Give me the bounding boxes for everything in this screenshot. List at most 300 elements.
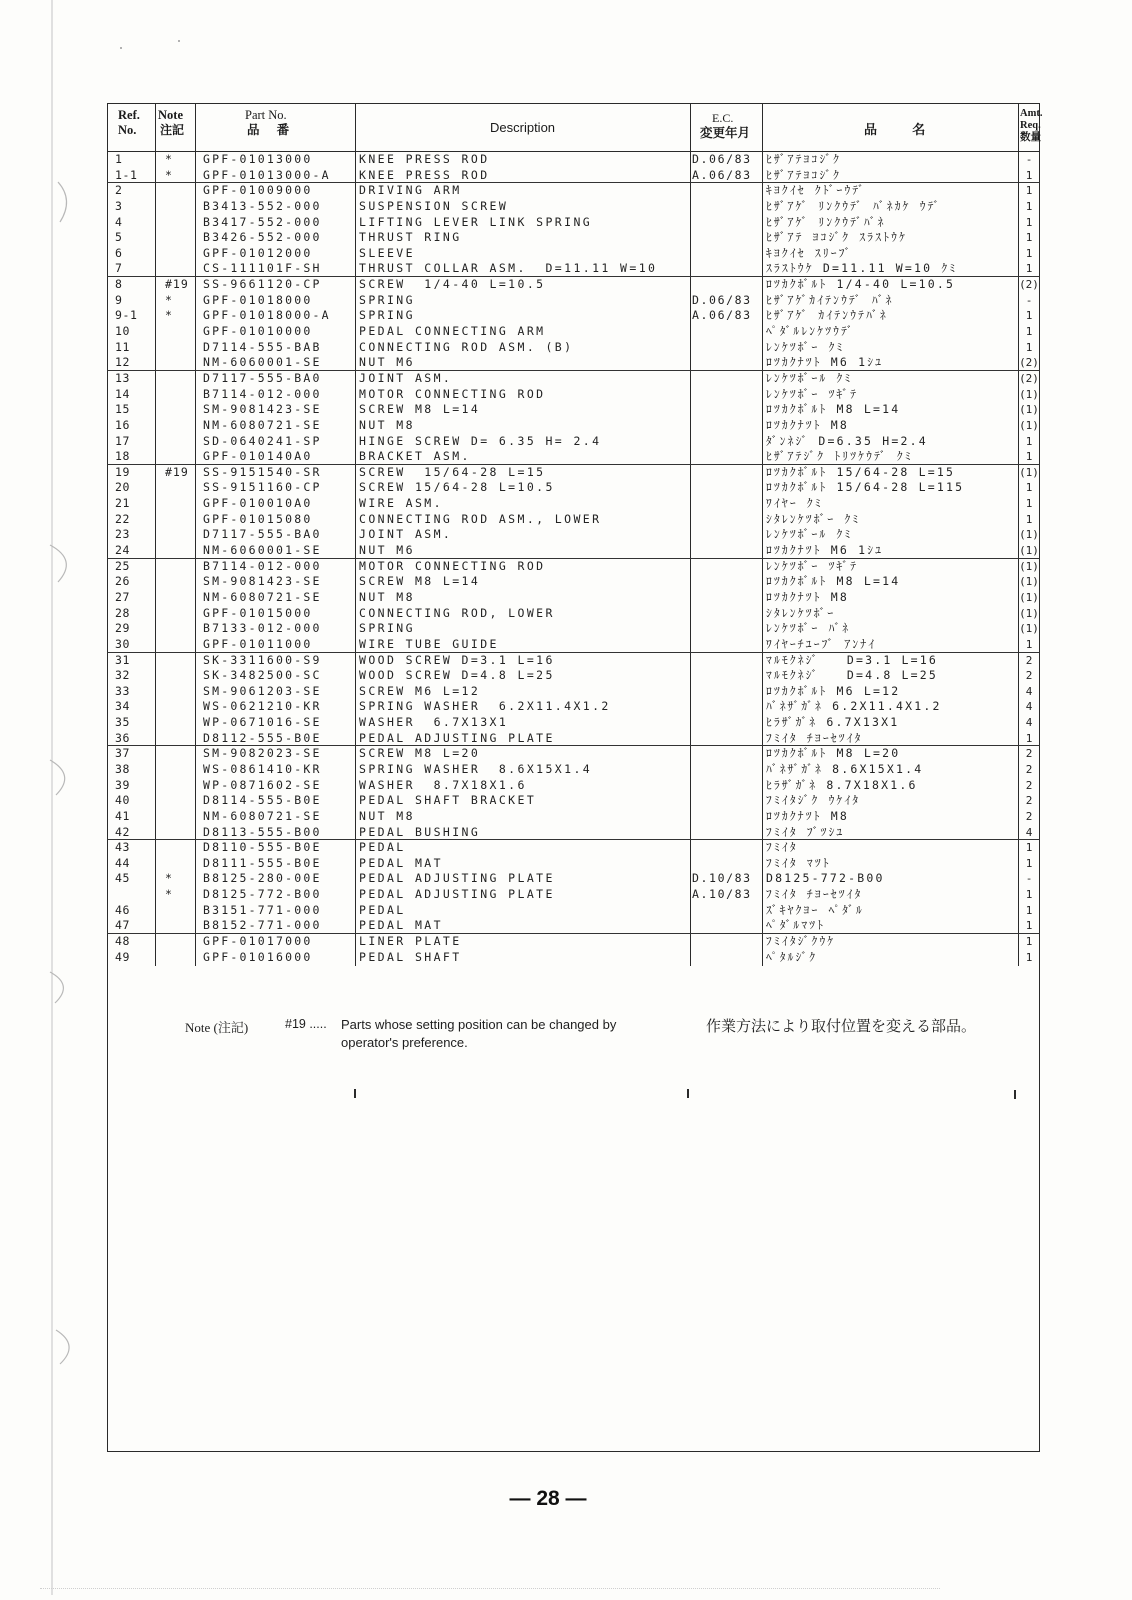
description-cell: PEDAL ADJUSTING PLATE — [359, 871, 555, 886]
note-cell — [165, 418, 199, 433]
table-row — [107, 340, 1040, 356]
japanese-name-cell: ﾛﾂｶｸﾎﾞﾙﾄ M8 L=14 — [766, 402, 901, 417]
note-cell — [165, 840, 199, 855]
description-cell: NUT M8 — [359, 417, 415, 432]
japanese-name-cell: ﾛﾂｶｸﾎﾞﾙﾄ 1/4-40 L=10.5 — [766, 277, 956, 292]
part-no-cell: B3413-552-000 — [203, 198, 322, 213]
amount-cell: 1 — [1025, 246, 1033, 260]
amount-cell: (1) — [1019, 387, 1039, 401]
note-cell: #19 — [165, 464, 189, 479]
binding-hole-mark — [58, 182, 67, 222]
note-cell — [165, 574, 199, 589]
part-no-cell: D7117-555-BA0 — [203, 370, 322, 385]
note-cell — [165, 934, 199, 949]
part-no-cell: SD-0640241-SP — [203, 433, 322, 448]
table-row — [107, 746, 1040, 762]
footnote-text-line2: operator's preference. — [341, 1035, 468, 1050]
japanese-name-cell: ﾚﾝｹﾂﾎﾞｰ ｸﾐ — [766, 339, 845, 354]
amount-cell: (1) — [1019, 559, 1039, 573]
part-no-cell: SM-9081423-SE — [203, 402, 322, 417]
japanese-name-cell: ﾚﾝｹﾂﾎﾞｰ ﾂｷﾞﾃ — [766, 386, 859, 401]
ec-date-cell — [692, 215, 766, 230]
table-row — [107, 653, 1040, 669]
amount-cell: 2 — [1025, 794, 1033, 808]
part-no-cell: NM-6060001-SE — [203, 543, 322, 558]
part-no-cell: D8114-555-B0E — [203, 793, 322, 808]
part-no-cell: GPF-01011000 — [203, 636, 313, 651]
ec-date-cell — [692, 684, 766, 699]
ec-date-cell — [692, 324, 766, 339]
part-no-cell: D7114-555-BAB — [203, 339, 322, 354]
amount-cell: 1 — [1025, 450, 1033, 464]
ref-no-cell: 33 — [115, 683, 131, 698]
part-no-cell: D8112-555-B0E — [203, 730, 322, 745]
amount-cell: 2 — [1025, 669, 1033, 683]
ref-no-cell: 16 — [115, 417, 131, 432]
amount-cell: 1 — [1025, 903, 1033, 917]
ref-no-cell: 31 — [115, 652, 131, 667]
ref-no-cell: 20 — [115, 480, 131, 495]
table-row — [107, 621, 1040, 637]
footnote-text-line1: Parts whose setting position can be changed by — [341, 1017, 617, 1032]
description-cell: SCREW 1/4-40 L=10.5 — [359, 277, 546, 292]
table-row — [107, 199, 1040, 215]
ref-no-cell: 25 — [115, 558, 131, 573]
ec-date-cell — [692, 653, 766, 668]
part-no-cell: D8113-555-B00 — [203, 824, 322, 839]
ec-date-cell — [692, 512, 766, 527]
ref-no-cell: 40 — [115, 793, 131, 808]
ref-no-cell: 3 — [115, 198, 123, 213]
table-row — [107, 871, 1040, 887]
table-row — [107, 574, 1040, 590]
note-cell — [165, 637, 199, 652]
description-cell: SCREW M8 L=14 — [359, 402, 481, 417]
part-no-cell: B7114-012-000 — [203, 558, 322, 573]
ec-date-cell — [692, 527, 766, 542]
table-row — [107, 809, 1040, 825]
table-row — [107, 480, 1040, 496]
part-no-cell: WP-0671016-SE — [203, 715, 322, 730]
note-cell — [165, 371, 199, 386]
description-cell: PEDAL — [359, 840, 406, 855]
description-cell: CONNECTING ROD ASM., LOWER — [359, 511, 602, 526]
ref-no-cell: 18 — [115, 449, 131, 464]
japanese-name-cell: ﾋﾗｻﾞｶﾞﾈ 6.7X13X1 — [766, 715, 900, 730]
ec-date-cell — [692, 261, 766, 276]
note-cell: * — [165, 308, 173, 323]
ec-date-cell — [692, 449, 766, 464]
note-cell: * — [165, 152, 173, 166]
ref-no-cell: 9 — [115, 292, 123, 307]
ref-no-cell: 36 — [115, 730, 131, 745]
part-no-cell: D8111-555-B0E — [203, 855, 322, 870]
header-qty-ja-label: 数量 — [1020, 132, 1041, 143]
amount-cell: 1 — [1025, 199, 1033, 213]
japanese-name-cell: ｷﾖｸｲｾ ｸﾄﾞｰｳﾃﾞ — [766, 183, 867, 198]
part-no-cell: B3426-552-000 — [203, 230, 322, 245]
ec-date-cell — [692, 950, 766, 965]
description-cell: SLEEVE — [359, 245, 415, 260]
amount-cell: 1 — [1025, 841, 1033, 855]
japanese-name-cell: ﾋｻﾞｱｹﾞ ﾘﾝｸｳﾃﾞﾊﾞﾈ — [766, 214, 886, 229]
header-amt-label: Amt. — [1020, 108, 1043, 119]
amount-cell: 1 — [1025, 935, 1033, 949]
ec-date-cell — [692, 918, 766, 933]
footnote-marker: #19 ..... — [285, 1017, 327, 1031]
japanese-name-cell: ﾋﾗｻﾞｶﾞﾈ 8.7X18X1.6 — [766, 777, 918, 792]
ec-date-cell — [692, 480, 766, 495]
ref-no-cell: 10 — [115, 324, 131, 339]
header-note-ja-label: 注記 — [160, 123, 185, 137]
description-cell: HINGE SCREW D= 6.35 H= 2.4 — [359, 433, 602, 448]
japanese-name-cell: D8125-772-B00 — [766, 871, 885, 886]
part-no-cell: GPF-01015080 — [203, 511, 313, 526]
description-cell: SPRING — [359, 621, 415, 636]
amount-cell: (2) — [1019, 371, 1039, 385]
japanese-name-cell: ﾌﾐｲﾀｼﾞｸ ｳｹｲﾀ — [766, 793, 861, 808]
ec-date-cell — [692, 746, 766, 761]
amount-cell: 1 — [1025, 950, 1033, 964]
ref-no-cell: 5 — [115, 230, 123, 245]
description-cell: PEDAL BUSHING — [359, 824, 481, 839]
part-no-cell: GPF-01016000 — [203, 949, 313, 964]
description-cell: WOOD SCREW D=4.8 L=25 — [359, 668, 555, 683]
description-cell: JOINT ASM. — [359, 527, 453, 542]
note-cell — [165, 559, 199, 574]
table-row — [107, 261, 1040, 277]
japanese-name-cell: ﾋｻﾞｱｹﾞｶｲﾃﾝｳﾃﾞ ﾊﾞﾈ — [766, 292, 894, 307]
header-name-ja-label: 品 名 — [864, 122, 926, 137]
japanese-name-cell: ﾏﾙﾓｸﾈｼﾞ D=3.1 L=16 — [766, 652, 939, 667]
ref-no-cell: 48 — [115, 934, 131, 949]
japanese-name-cell: ﾋｻﾞｱﾃｼﾞｸ ﾄﾘﾂｹｳﾃﾞ ｸﾐ — [766, 449, 913, 464]
ec-date-cell: A.10/83 — [692, 887, 752, 902]
ref-no-cell: 30 — [115, 636, 131, 651]
part-no-cell: GPF-010010A0 — [203, 496, 313, 511]
note-cell — [165, 621, 199, 636]
note-cell — [165, 261, 199, 276]
amount-cell: 1 — [1025, 262, 1033, 276]
japanese-name-cell: ﾌﾐｲﾀｼﾞｸｳｹ — [766, 934, 836, 949]
note-cell — [165, 590, 199, 605]
table-row — [107, 856, 1040, 872]
note-cell — [165, 809, 199, 824]
scan-tick-mark — [687, 1089, 689, 1098]
amount-cell: 1 — [1025, 856, 1033, 870]
description-cell: SPRING WASHER 6.2X11.4X1.2 — [359, 699, 611, 714]
note-cell — [165, 496, 199, 511]
japanese-name-cell: ｽﾗｽﾄｳｹ D=11.11 W=10 ｸﾐ — [766, 261, 958, 276]
ec-date-cell — [692, 371, 766, 386]
amount-cell: 1 — [1025, 231, 1033, 245]
note-cell — [165, 731, 199, 746]
ref-no-cell: 47 — [115, 918, 131, 933]
ec-date-cell — [692, 668, 766, 683]
note-cell — [165, 653, 199, 668]
ref-no-cell: 1 — [115, 152, 123, 166]
ref-no-cell: 41 — [115, 808, 131, 823]
description-cell: NUT M8 — [359, 589, 415, 604]
ref-no-cell: 1-1 — [115, 167, 138, 182]
ec-date-cell — [692, 434, 766, 449]
ec-date-cell — [692, 621, 766, 636]
japanese-name-cell: ﾊﾞﾈｻﾞｶﾞﾈ 8.6X15X1.4 — [766, 761, 924, 776]
japanese-name-cell: ﾌﾐｲﾀ ﾁﾖｰｾﾂｲﾀ — [766, 730, 863, 745]
table-row — [107, 308, 1040, 324]
description-cell: SCREW M8 L=20 — [359, 746, 481, 761]
table-row — [107, 418, 1040, 434]
description-cell: PEDAL — [359, 902, 406, 917]
ec-date-cell: D.06/83 — [692, 292, 752, 307]
japanese-name-cell: ﾛﾂｶｸﾎﾞﾙﾄ 15/64-28 L=115 — [766, 480, 965, 495]
japanese-name-cell: ﾋｻﾞｱﾃﾖｺｼﾞｸ — [766, 167, 842, 182]
part-no-cell: GPF-01018000-A — [203, 308, 331, 323]
amount-cell: (1) — [1019, 528, 1039, 542]
japanese-name-cell: ﾜｲﾔｰ ｸﾐ — [766, 496, 823, 511]
ref-no-cell: 17 — [115, 433, 131, 448]
table-row — [107, 637, 1040, 653]
japanese-name-cell: ﾊﾞﾈｻﾞｶﾞﾈ 6.2X11.4X1.2 — [766, 699, 942, 714]
japanese-name-cell: ﾀﾞﾝﾈｼﾞ D=6.35 H=2.4 — [766, 433, 928, 448]
ec-date-cell: D.06/83 — [692, 152, 752, 166]
note-cell — [165, 903, 199, 918]
description-cell: KNEE PRESS ROD — [359, 167, 490, 182]
part-no-cell: NM-6060001-SE — [203, 355, 322, 370]
table-row — [107, 559, 1040, 575]
ref-no-cell: 39 — [115, 777, 131, 792]
ec-date-cell — [692, 418, 766, 433]
part-no-cell: CS-111101F-SH — [203, 261, 322, 276]
amount-cell: 1 — [1025, 434, 1033, 448]
scan-tick-mark — [354, 1089, 356, 1098]
japanese-name-cell: ﾋｻﾞｱﾃﾖｺｼﾞｸ — [766, 152, 842, 166]
ec-date-cell — [692, 199, 766, 214]
ref-no-cell: 12 — [115, 355, 131, 370]
ref-no-cell: 44 — [115, 855, 131, 870]
ec-date-cell: A.06/83 — [692, 167, 752, 182]
table-row — [107, 934, 1040, 950]
table-row — [107, 355, 1040, 371]
note-cell — [165, 715, 199, 730]
table-row — [107, 918, 1040, 934]
japanese-name-cell: ﾛﾂｶｸﾅﾂﾄ M6 1ｼﾕ — [766, 543, 884, 558]
description-cell: SCREW 15/64-28 L=10.5 — [359, 480, 555, 495]
japanese-name-cell: ﾛﾂｶｸﾎﾞﾙﾄ M8 L=14 — [766, 574, 901, 589]
ref-no-cell: 9-1 — [115, 308, 138, 323]
description-cell: MOTOR CONNECTING ROD — [359, 386, 546, 401]
amount-cell: 1 — [1025, 309, 1033, 323]
part-no-cell: WP-0871602-SE — [203, 777, 322, 792]
japanese-name-cell: ｼﾀﾚﾝｹﾂﾎﾞｰ — [766, 605, 836, 620]
table-row — [107, 215, 1040, 231]
japanese-name-cell: ﾋｻﾞｱｹﾞ ﾘﾝｸｳﾃﾞ ﾊﾞﾈｶｹ ｳﾃﾞ — [766, 198, 942, 213]
ref-no-cell: 19 — [115, 464, 131, 479]
japanese-name-cell: ｼﾀﾚﾝｹﾂﾎﾞｰ ｸﾐ — [766, 511, 861, 526]
table-row — [107, 449, 1040, 465]
ref-no-cell: 32 — [115, 668, 131, 683]
ref-no-cell: 35 — [115, 715, 131, 730]
note-cell — [165, 527, 199, 542]
page-number: — 28 — — [509, 1487, 587, 1510]
description-cell: WOOD SCREW D=3.1 L=16 — [359, 652, 555, 667]
ec-date-cell — [692, 590, 766, 605]
amount-cell: (1) — [1019, 465, 1039, 479]
ref-no-cell: 14 — [115, 386, 131, 401]
note-cell — [165, 856, 199, 871]
ec-date-cell — [692, 793, 766, 808]
footnote-text-ja: 作業方法により取付位置を変える部品。 — [706, 1019, 977, 1035]
header-part-no-label: Part No. — [245, 108, 287, 122]
table-row — [107, 152, 1040, 168]
ref-no-cell: 29 — [115, 621, 131, 636]
japanese-name-cell: ﾚﾝｹﾂﾎﾞｰﾙ ｸﾐ — [766, 370, 853, 385]
scan-tick-mark — [1014, 1090, 1016, 1099]
parts-table-body — [107, 152, 1040, 965]
description-cell: SCREW 15/64-28 L=15 — [359, 464, 546, 479]
footnote-label: Note (注記) — [185, 1020, 249, 1035]
japanese-name-cell: ﾛﾂｶｸﾎﾞﾙﾄ M8 L=20 — [766, 746, 901, 761]
amount-cell: 1 — [1025, 325, 1033, 339]
table-row — [107, 230, 1040, 246]
description-cell: WIRE ASM. — [359, 496, 443, 511]
table-row — [107, 903, 1040, 919]
ref-no-cell: 23 — [115, 527, 131, 542]
note-cell — [165, 918, 199, 933]
ec-date-cell — [692, 465, 766, 480]
part-no-cell: GPF-01010000 — [203, 324, 313, 339]
ec-date-cell: A.06/83 — [692, 308, 752, 323]
amount-cell: 1 — [1025, 168, 1033, 182]
ref-no-cell: 42 — [115, 824, 131, 839]
table-row — [107, 543, 1040, 559]
note-cell — [165, 778, 199, 793]
ec-date-cell — [692, 715, 766, 730]
japanese-name-cell: ﾌﾐｲﾀ ﾏﾂﾄ — [766, 855, 831, 870]
description-cell: LINER PLATE — [359, 934, 462, 949]
binding-edge-marks — [0, 0, 110, 1600]
header-note-label: Note — [158, 108, 183, 122]
amount-cell: 4 — [1025, 825, 1033, 839]
table-row — [107, 496, 1040, 512]
part-no-cell: GPF-01015000 — [203, 605, 313, 620]
table-row — [107, 324, 1040, 340]
header-ref-label: Ref. — [118, 108, 140, 122]
japanese-name-cell: ﾛﾂｶｸﾎﾞﾙﾄ 15/64-28 L=15 — [766, 464, 956, 479]
description-cell: PEDAL MAT — [359, 918, 443, 933]
amount-cell: 1 — [1025, 497, 1033, 511]
table-row — [107, 590, 1040, 606]
ref-no-cell: 49 — [115, 949, 131, 964]
japanese-name-cell: ﾛﾂｶｸﾅﾂﾄ M8 — [766, 589, 850, 604]
description-cell: PEDAL ADJUSTING PLATE — [359, 887, 555, 902]
description-cell: KNEE PRESS ROD — [359, 152, 490, 166]
description-cell: NUT M8 — [359, 808, 415, 823]
japanese-name-cell: ﾛﾂｶｸﾎﾞﾙﾄ M6 L=12 — [766, 683, 901, 698]
part-no-cell: B3417-552-000 — [203, 214, 322, 229]
ref-no-cell: 37 — [115, 746, 131, 761]
table-row — [107, 950, 1040, 966]
note-cell — [165, 825, 199, 840]
part-no-cell: WS-0861410-KR — [203, 761, 322, 776]
ref-no-cell: 28 — [115, 605, 131, 620]
part-no-cell: GPF-01018000 — [203, 292, 313, 307]
ref-no-cell: 34 — [115, 699, 131, 714]
table-row — [107, 183, 1040, 199]
japanese-name-cell: ﾜｲﾔｰﾁﾕｰﾌﾞ ｱﾝﾅｲ — [766, 636, 877, 651]
ec-date-cell — [692, 183, 766, 198]
amount-cell: (2) — [1019, 278, 1039, 292]
part-no-cell: B3151-771-000 — [203, 902, 322, 917]
amount-cell: - — [1025, 293, 1033, 307]
japanese-name-cell: ﾌﾐｲﾀ ﾁﾖｰｾﾂｲﾀ — [766, 887, 863, 902]
note-cell — [165, 340, 199, 355]
binding-hole-mark — [56, 1330, 69, 1364]
description-cell: SPRING WASHER 8.6X15X1.4 — [359, 761, 593, 776]
japanese-name-cell: ﾍﾟﾀﾞﾙﾏﾂﾄ — [766, 918, 826, 933]
amount-cell: 4 — [1025, 716, 1033, 730]
part-no-cell: WS-0621210-KR — [203, 699, 322, 714]
description-cell: CONNECTING ROD ASM. (B) — [359, 339, 574, 354]
description-cell: THRUST RING — [359, 230, 462, 245]
part-no-cell: NM-6080721-SE — [203, 589, 322, 604]
table-row — [107, 699, 1040, 715]
amount-cell: 2 — [1025, 762, 1033, 776]
ec-date-cell — [692, 559, 766, 574]
ref-no-cell: 4 — [115, 214, 123, 229]
table-row — [107, 387, 1040, 403]
part-no-cell: SS-9151160-CP — [203, 480, 322, 495]
ec-date-cell — [692, 856, 766, 871]
table-row — [107, 402, 1040, 418]
amount-cell: (2) — [1019, 356, 1039, 370]
table-row — [107, 684, 1040, 700]
part-no-cell: SM-9082023-SE — [203, 746, 322, 761]
header-description-label: Description — [490, 120, 556, 135]
part-no-cell: D7117-555-BA0 — [203, 527, 322, 542]
ref-no-cell: 22 — [115, 511, 131, 526]
note-cell: #19 — [165, 277, 189, 292]
part-no-cell: GPF-01017000 — [203, 934, 313, 949]
note-cell — [165, 699, 199, 714]
amount-cell: 1 — [1025, 919, 1033, 933]
table-row — [107, 778, 1040, 794]
note-cell — [165, 324, 199, 339]
japanese-name-cell: ﾌﾐｲﾀ — [766, 840, 798, 855]
description-cell: NUT M6 — [359, 543, 415, 558]
description-cell: PEDAL SHAFT BRACKET — [359, 793, 537, 808]
japanese-name-cell: ﾚﾝｹﾂﾎﾞｰﾙ ｸﾐ — [766, 527, 853, 542]
description-cell: CONNECTING ROD, LOWER — [359, 605, 555, 620]
amount-cell: 1 — [1025, 340, 1033, 354]
japanese-name-cell: ﾌﾐｲﾀ ﾌﾞﾂｼﾕ — [766, 824, 845, 839]
part-no-cell: D8125-772-B00 — [203, 887, 322, 902]
description-cell: SCREW M6 L=12 — [359, 683, 481, 698]
amount-cell: 2 — [1025, 778, 1033, 792]
amount-cell: - — [1025, 872, 1033, 886]
ref-no-cell — [115, 887, 159, 902]
table-row — [107, 465, 1040, 481]
ec-date-cell — [692, 903, 766, 918]
amount-cell: 1 — [1025, 731, 1033, 745]
description-cell: WASHER 6.7X13X1 — [359, 715, 509, 730]
ec-date-cell — [692, 355, 766, 370]
part-no-cell: SM-9081423-SE — [203, 574, 322, 589]
table-row — [107, 371, 1040, 387]
description-cell: SPRING — [359, 308, 415, 323]
part-no-cell: NM-6080721-SE — [203, 417, 322, 432]
description-cell: BRACKET ASM. — [359, 449, 471, 464]
